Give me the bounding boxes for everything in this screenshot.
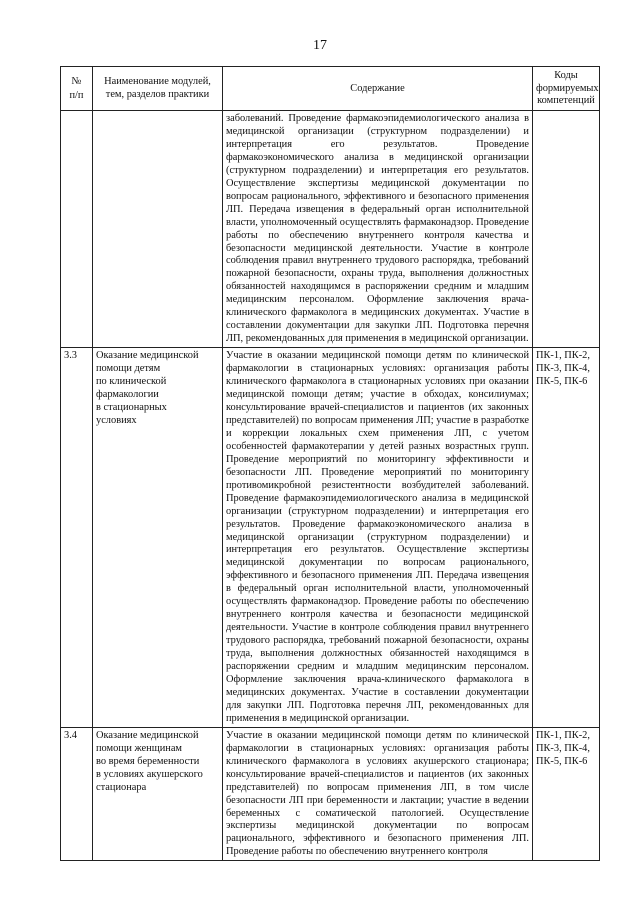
row-content: заболеваний. Проведение фармакоэпидемиологического анализа в медицинской организации (структурном подразделении) и интерпретация его результатов. Проведение фармакоэкономического анализа в медицинской организации (структурном подразделении) и интерпретация его результатов. Осуществление экспертизы медицинской документации по вопросам рационального, эффективного и безопасного применения ЛП. Передача извещения в федеральный орган исполнительной власти, уполномоченный осуществлять фармаконадзор. Проведение работы по обеспечению внутреннего контроля качества и безопасности медицинской деятельности. Участие в контроле соблюдения правил внутреннего трудового распорядка, требований пожарной безопасности, охраны труда, выполнения должностных обязанностей находящимся в распоряжении средним и младшим медицинским персоналом. Оформление заключения врача-клинического фармаколога в медицинских документах. Участие в составлении документации для закупки ЛП. Подготовка перечня ЛП, рекомендованных для применения в медицинской организации. [223, 111, 533, 348]
table-row [61, 111, 600, 348]
row-content: Участие в оказании медицинской помощи детям по клинической фармакологии в стационарных условиях: организация работы клинического фармаколога в стационарных условиях при оказании медицинской помощи детям; участие в обходах, консилиумах; консультирование врачей-специалистов и пациентов (их законных представителей) по вопросам применения ЛП; участие в разработке и коррекции локальных схем применения ЛП, с учетом особенностей фармакотерапии у детей разных возрастных групп. Проведение мероприятий по мониторингу эффективности и безопасности ЛП. Проведение мероприятий по мониторингу противомикробной резистентности возбудителей заболеваний. Проведение фармакоэпидемиологического анализа в медицинской организации (структурном подразделении) и интерпретация его результатов. Проведение фармакоэкономического анализа в медицинской организации (структурном подразделении) и интерпретация его результатов. Осуществление экспертизы медицинской документации по вопросам рационального, эффективного и безопасного применения ЛП. Передача извещения в федеральный орган исполнительной власти, уполномоченный осуществлять фармаконадзор. Проведение работы по обеспечению внутреннего контроля качества и безопасности медицинской деятельности. Участие в контроле соблюдения правил внутреннего трудового распорядка, требований пожарной безопасности, охраны труда, выполнения должностных обязанностей находящимся в распоряжении средним и младшим медицинским персоналом. Оформление заключения врача-клинического фармаколога в медицинских документах. Участие в составлении документации для закупки ЛП. Подготовка перечня ЛП, рекомендованных для применения в медицинской организации. [223, 348, 533, 728]
row-number [61, 111, 93, 348]
row-number: 3.4 [61, 727, 93, 861]
header-content: Содержание [223, 67, 533, 111]
header-module-name: Наименование модулей, тем, разделов практики [93, 67, 223, 111]
table-row [61, 348, 600, 728]
practice-content-table [60, 66, 600, 861]
row-module-name [93, 111, 223, 348]
row-module-name: Оказание медицинской помощи детям по клинической фармакологии в стационарных условиях [93, 348, 223, 728]
header-number: № п/п [61, 67, 93, 111]
row-number: 3.3 [61, 348, 93, 728]
table-header-row [61, 67, 600, 111]
row-content: Участие в оказании медицинской помощи детям по клинической фармакологии в стационарных условиях: организация работы клинического фармаколога в условиях акушерского стационара; консультирование врачей-специалистов и пациентов (их законных представителей) по вопросам применения ЛП, в том числе безопасности ЛП при беременности и лактации; участие в ведении беременных с соматической патологией. Осуществление экспертизы медицинской документации по вопросам рационального, эффективного и безопасного применения ЛП. Проведение работы по обеспечению внутреннего контроля [223, 727, 533, 861]
row-competency-codes: ПК-1, ПК-2, ПК-3, ПК-4, ПК-5, ПК-6 [533, 348, 600, 728]
page-number: 17 [313, 38, 327, 53]
header-competency-codes: Коды формируемых компетенций [533, 67, 600, 111]
row-module-name: Оказание медицинской помощи женщинам во время беременности в условиях акушерского стационара [93, 727, 223, 861]
table-row [61, 727, 600, 861]
row-competency-codes [533, 111, 600, 348]
row-competency-codes: ПК-1, ПК-2, ПК-3, ПК-4, ПК-5, ПК-6 [533, 727, 600, 861]
